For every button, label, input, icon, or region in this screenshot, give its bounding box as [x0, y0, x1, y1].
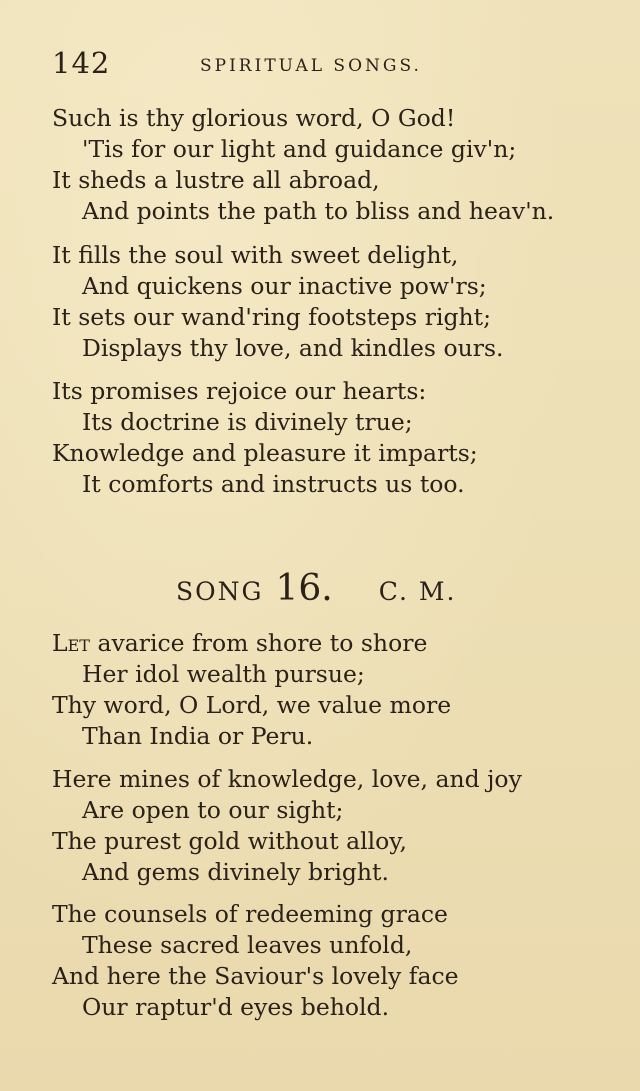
stanza: [52, 764, 612, 888]
stanza: [52, 376, 612, 500]
verse-line: 'Tis for our light and guidance giv'n;: [82, 135, 517, 163]
verse-line: The counsels of redeeming grace: [52, 900, 448, 928]
verse-line: Her idol wealth pursue;: [82, 660, 365, 688]
verse-line: Thy word, O Lord, we value more: [52, 691, 452, 719]
verse-line: It sets our wand'ring footsteps right;: [52, 303, 491, 331]
verse-line: Displays thy love, and kindles ours.: [82, 334, 504, 362]
song-label: SONG: [176, 577, 264, 606]
verse-line-rest: avarice from shore to shore: [89, 629, 428, 657]
first-word: Let: [52, 629, 90, 657]
verse-line: Its promises rejoice our hearts:: [52, 377, 427, 405]
verse-line: Our raptur'd eyes behold.: [82, 993, 390, 1021]
verse-line: It sheds a lustre all abroad,: [52, 166, 380, 194]
verse-line: And quickens our inactive pow'rs;: [82, 272, 487, 300]
verse-line: Than India or Peru.: [82, 722, 314, 750]
verse-line: These sacred leaves unfold,: [82, 931, 413, 959]
verse-line: Such is thy glorious word, O God!: [52, 104, 456, 132]
verse-line: And points the path to bliss and heav'n.: [82, 197, 555, 225]
stanza: [52, 103, 612, 227]
song-heading: [176, 568, 576, 612]
verse-line: Its doctrine is divinely true;: [82, 408, 413, 436]
song-number: 16.: [275, 568, 333, 609]
verse-line: It comforts and instructs us too.: [82, 470, 465, 498]
verse-line: And here the Saviour's lovely face: [52, 962, 459, 990]
verse-line: Are open to our sight;: [82, 796, 344, 824]
verse-line: Here mines of knowledge, love, and joy: [52, 765, 522, 793]
page-header: [52, 46, 612, 82]
song-meter: C. M.: [378, 577, 457, 606]
verse-line: And gems divinely bright.: [82, 858, 389, 886]
stanza: [52, 628, 612, 752]
stanza: [52, 240, 612, 364]
verse-line: The purest gold without alloy,: [52, 827, 407, 855]
running-title: SPIRITUAL SONGS.: [200, 56, 422, 76]
verse-line: Knowledge and pleasure it imparts;: [52, 439, 478, 467]
stanza: [52, 899, 612, 1023]
page-number: 142: [52, 46, 111, 80]
verse-line: [52, 628, 612, 659]
verse-line: It fills the soul with sweet delight,: [52, 241, 459, 269]
